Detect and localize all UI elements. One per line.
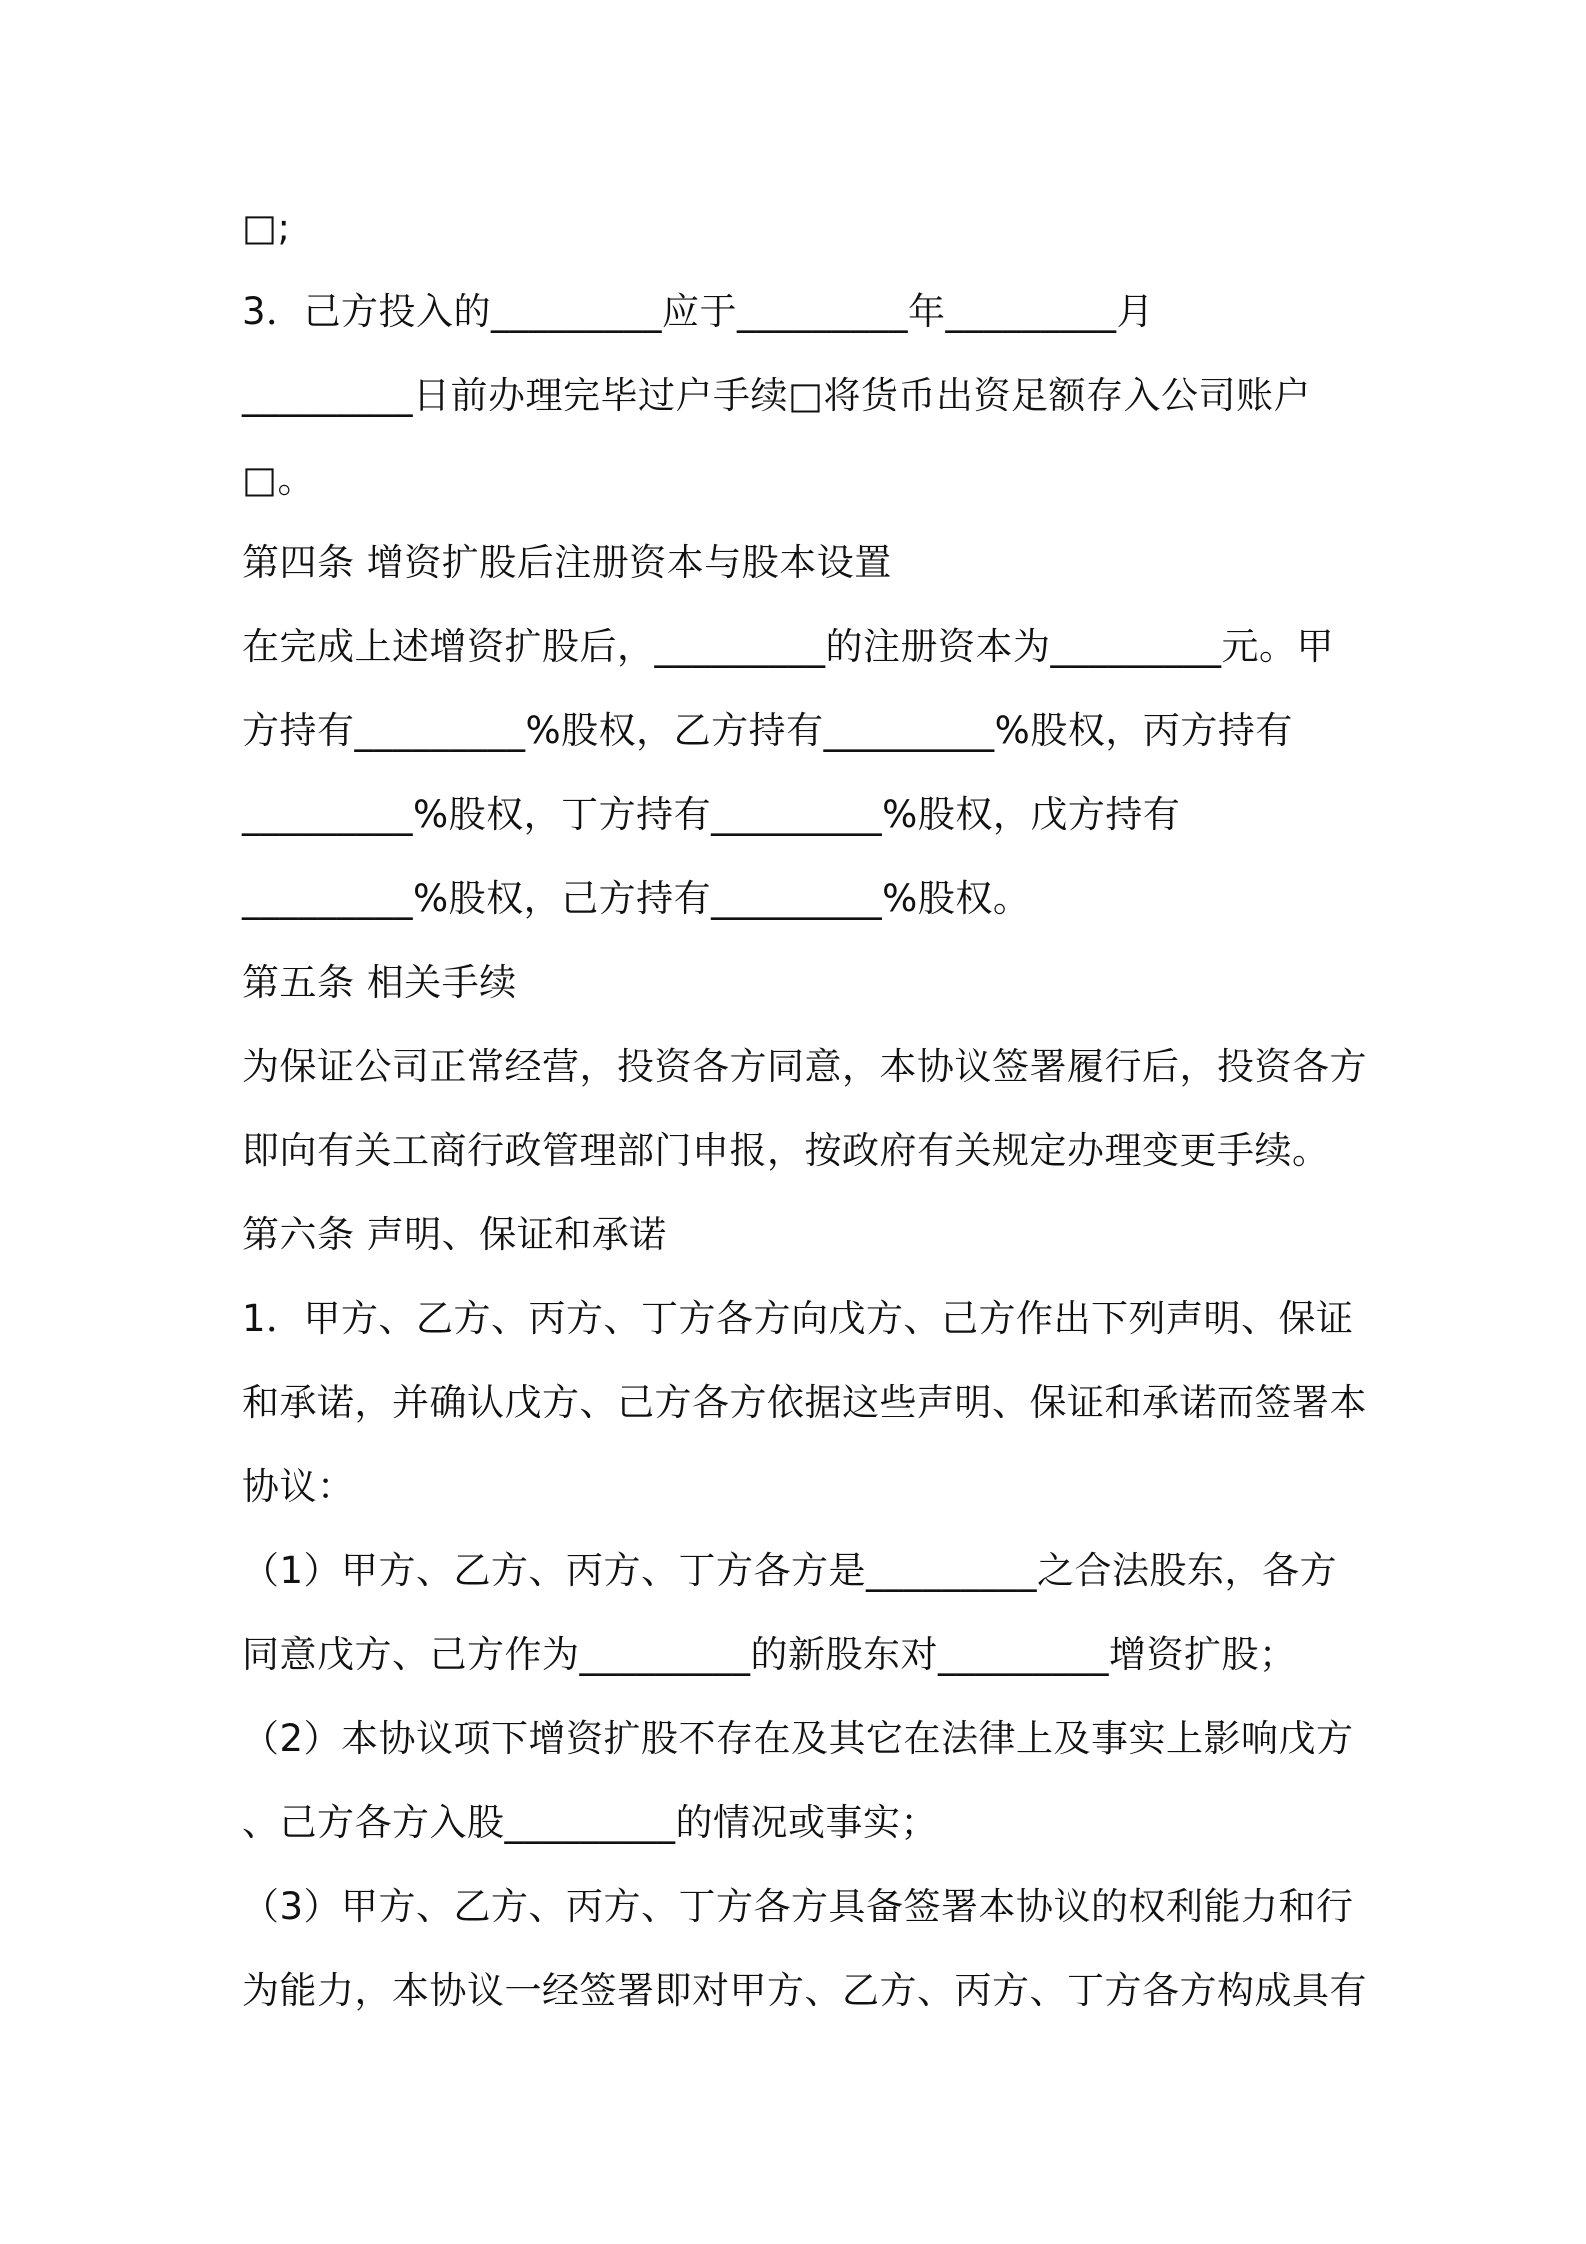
text-line: 1．甲方、乙方、丙方、丁方各方向戊方、己方作出下列声明、保证 <box>242 1297 1354 1340</box>
section-heading: 第六条 声明、保证和承诺 <box>242 1213 667 1256</box>
text-line: 方持有_________%股权，乙方持有_________%股权，丙方持有 <box>242 709 1293 752</box>
text-line: 即向有关工商行政管理部门申报，按政府有关规定办理变更手续。 <box>242 1129 1330 1172</box>
text-line: _________%股权，己方持有_________%股权。 <box>242 877 1031 920</box>
section-heading: 第五条 相关手续 <box>242 961 517 1004</box>
text-line: _________%股权，丁方持有_________%股权，戊方持有 <box>242 793 1181 836</box>
text-line: 和承诺，并确认戊方、己方各方依据这些声明、保证和承诺而签署本 <box>242 1381 1367 1424</box>
text-line: 为能力，本协议一经签署即对甲方、乙方、丙方、丁方各方构成具有 <box>242 1969 1367 2012</box>
text-line: 协议： <box>242 1465 355 1508</box>
text-line: 、己方各方入股_________的情况或事实； <box>242 1801 938 1844</box>
text-line: （2）本协议项下增资扩股不存在及其它在法律上及事实上影响戊方 <box>242 1717 1354 1760</box>
text-line: （3）甲方、乙方、丙方、丁方各方具备签署本协议的权利能力和行 <box>242 1885 1354 1928</box>
text-line: □。 <box>242 458 315 501</box>
text-line: □; <box>242 206 291 249</box>
text-line: 同意戊方、己方作为_________的新股东对_________增资扩股； <box>242 1633 1297 1676</box>
text-line: 3．己方投入的_________应于_________年_________月 <box>242 290 1155 333</box>
text-line: （1）甲方、乙方、丙方、丁方各方是_________之合法股东，各方 <box>242 1549 1338 1592</box>
text-line: 在完成上述增资扩股后，_________的注册资本为_________元。甲 <box>242 625 1334 668</box>
text-line: 为保证公司正常经营，投资各方同意，本协议签署履行后，投资各方 <box>242 1045 1367 1088</box>
section-heading: 第四条 增资扩股后注册资本与股本设置 <box>242 541 892 584</box>
text-line: _________日前办理完毕过户手续□将货币出资足额存入公司账户 <box>242 374 1311 417</box>
